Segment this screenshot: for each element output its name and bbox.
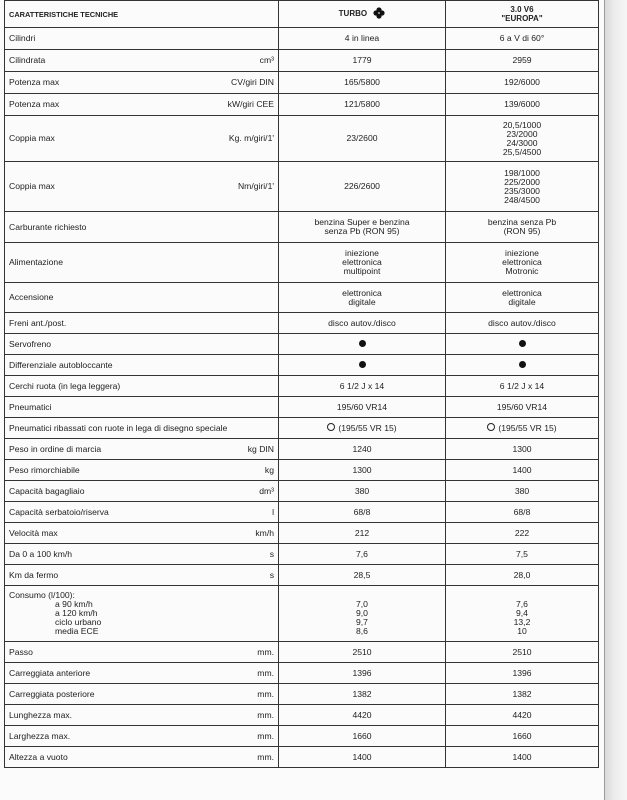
- table-row: [5, 586, 599, 642]
- row-label-cell: [5, 397, 279, 418]
- turbo-value: 1660: [279, 726, 446, 747]
- row-label-cell: [5, 94, 279, 116]
- value-line: 20,5/1000: [502, 119, 542, 130]
- value-line: elettronica: [342, 257, 382, 267]
- value-line: elettronica: [502, 257, 542, 267]
- row-label: Capacità bagagliaio: [9, 485, 85, 496]
- v6-value: [446, 212, 599, 243]
- turbo-value: 1396: [279, 663, 446, 684]
- row-label-cell: [5, 243, 279, 283]
- row-unit: CV/giri DIN: [231, 77, 274, 87]
- row-unit: mm.: [257, 751, 274, 762]
- row-label-cell: [5, 50, 279, 72]
- value-line: (RON 95): [503, 226, 541, 236]
- spec-table: [4, 0, 599, 768]
- row-unit: Kg. m/giri/1': [228, 133, 274, 143]
- row-label: Potenza max: [9, 99, 60, 109]
- row-label-cell: [5, 663, 279, 684]
- value-line: benzina Super e benzina: [314, 217, 410, 227]
- row-label: Larghezza max.: [9, 730, 71, 741]
- v6-value: 192/6000: [446, 72, 599, 94]
- row-label-cell: [5, 418, 279, 439]
- turbo-value: 1400: [279, 747, 446, 768]
- turbo-value: [279, 283, 446, 313]
- header-turbo-label: TURBO: [338, 9, 368, 19]
- row-label: Potenza max: [9, 77, 60, 87]
- row-label-cell: [5, 162, 279, 212]
- table-row: [5, 481, 599, 502]
- table-row: [5, 544, 599, 565]
- header-title: CARATTERISTICHE TECNICHE: [5, 1, 279, 28]
- row-label-cell: [5, 705, 279, 726]
- row-label: Lunghezza max.: [9, 709, 73, 720]
- table-row: [5, 28, 599, 50]
- value-line: digitale: [508, 296, 536, 307]
- value-line: 9,0: [356, 608, 368, 618]
- row-label-cell: [5, 283, 279, 313]
- table-row: [5, 162, 599, 212]
- value-line: 248/4500: [504, 194, 540, 205]
- row-label: Consumo (l/100):: [9, 590, 75, 600]
- table-row: [5, 397, 599, 418]
- row-label: Cilindrata: [9, 55, 46, 65]
- optional-value: (195/55 VR 15): [338, 422, 397, 433]
- v6-value: 2959: [446, 50, 599, 72]
- turbo-value: 1240: [279, 439, 446, 460]
- row-unit: dm³: [259, 485, 274, 496]
- row-unit: kg: [264, 464, 274, 475]
- value-line: 198/1000: [504, 167, 540, 178]
- table-row: [5, 313, 599, 334]
- v6-value: 6 1/2 J x 14: [446, 376, 599, 397]
- table-row: [5, 642, 599, 663]
- turbo-value: 4 in linea: [279, 28, 446, 50]
- value-line: benzina senza Pb: [487, 217, 557, 227]
- standard-bullet-icon: [519, 361, 526, 368]
- turbo-value: [279, 212, 446, 243]
- v6-value: 139/6000: [446, 94, 599, 116]
- row-label-cell: [5, 481, 279, 502]
- row-label: Da 0 a 100 km/h: [9, 548, 73, 559]
- sub-label: media ECE: [55, 626, 99, 636]
- row-label: Km da fermo: [9, 569, 59, 580]
- table-row: [5, 72, 599, 94]
- value-line: 225/2000: [504, 176, 540, 187]
- row-unit: l: [272, 506, 274, 517]
- v6-value: 1400: [446, 460, 599, 481]
- sub-label: a 120 km/h: [55, 608, 98, 618]
- value-line: 9,4: [516, 608, 528, 618]
- row-label-cell: [5, 460, 279, 481]
- v6-value: [446, 243, 599, 283]
- row-label-cell: [5, 565, 279, 586]
- table-row: [5, 502, 599, 523]
- row-label-cell: [5, 586, 279, 642]
- value-line: 9,7: [356, 617, 368, 627]
- turbo-value: [279, 355, 446, 376]
- sub-label: ciclo urbano: [55, 617, 102, 627]
- value-line: iniezione: [505, 248, 539, 258]
- value-line: iniezione: [345, 248, 379, 258]
- row-unit: mm.: [257, 730, 274, 741]
- row-label: Cilindri: [9, 33, 36, 43]
- standard-bullet-icon: [359, 361, 366, 368]
- header-turbo: [279, 1, 446, 28]
- row-label: Pneumatici: [9, 401, 52, 412]
- value-line: 24/3000: [506, 137, 538, 148]
- turbo-value: 4420: [279, 705, 446, 726]
- row-label-cell: [5, 212, 279, 243]
- value-line: 7,0: [356, 599, 368, 609]
- v6-value: 222: [446, 523, 599, 544]
- row-label-cell: [5, 376, 279, 397]
- table-row: [5, 376, 599, 397]
- table-row: [5, 747, 599, 768]
- table-row: [5, 460, 599, 481]
- row-label-cell: [5, 355, 279, 376]
- cloverleaf-icon: [373, 7, 385, 19]
- table-row: [5, 705, 599, 726]
- value-line: 23/2000: [506, 128, 538, 139]
- turbo-value: [279, 243, 446, 283]
- row-label: Velocità max: [9, 527, 58, 538]
- row-label-cell: [5, 334, 279, 355]
- row-label: Servofreno: [9, 338, 52, 349]
- v6-value: disco autov./disco: [446, 313, 599, 334]
- value-line: senza Pb (RON 95): [324, 226, 400, 236]
- row-label-cell: [5, 502, 279, 523]
- turbo-value: [279, 418, 446, 439]
- row-label: Carreggiata anteriore: [9, 667, 91, 678]
- row-unit: kW/giri CEE: [227, 99, 274, 109]
- row-unit: mm.: [257, 709, 274, 720]
- turbo-value: 1300: [279, 460, 446, 481]
- table-row: [5, 116, 599, 162]
- row-label-cell: [5, 523, 279, 544]
- row-unit: mm.: [257, 646, 274, 657]
- row-label: Capacità serbatoio/riserva: [9, 506, 109, 517]
- row-label-cell: [5, 313, 279, 334]
- v6-value: [446, 116, 599, 162]
- turbo-value: 7,6: [279, 544, 446, 565]
- table-row: [5, 439, 599, 460]
- turbo-value: [279, 586, 446, 642]
- turbo-value: 2510: [279, 642, 446, 663]
- row-label: Pneumatici ribassati con ruote in lega di disegno speciale: [9, 422, 228, 433]
- v6-value: 7,5: [446, 544, 599, 565]
- turbo-value: 226/2600: [279, 162, 446, 212]
- row-unit: mm.: [257, 688, 274, 699]
- page-edge: [604, 0, 627, 800]
- v6-value: 4420: [446, 705, 599, 726]
- value-line: Motronic: [505, 266, 539, 276]
- turbo-value: 6 1/2 J x 14: [279, 376, 446, 397]
- value-line: 235/3000: [504, 185, 540, 196]
- row-label-cell: [5, 642, 279, 663]
- table-row: [5, 418, 599, 439]
- value-line: elettronica: [342, 287, 382, 298]
- row-label: Alimentazione: [9, 257, 63, 267]
- row-label-cell: [5, 116, 279, 162]
- row-unit: kg DIN: [247, 443, 274, 454]
- row-label: Coppia max: [9, 133, 55, 143]
- row-label-cell: [5, 747, 279, 768]
- turbo-value: 1779: [279, 50, 446, 72]
- row-label-cell: [5, 72, 279, 94]
- v6-value: 1396: [446, 663, 599, 684]
- row-label-cell: [5, 439, 279, 460]
- table-row: [5, 243, 599, 283]
- row-label: Coppia max: [9, 181, 55, 191]
- turbo-value: disco autov./disco: [279, 313, 446, 334]
- table-row: [5, 565, 599, 586]
- header-v6-line2: "EUROPA": [501, 14, 543, 23]
- table-row: [5, 50, 599, 72]
- turbo-value: [279, 334, 446, 355]
- value-line: multipoint: [343, 266, 381, 276]
- header-row: [5, 1, 599, 28]
- row-label: Peso in ordine di marcia: [9, 443, 102, 454]
- row-unit: s: [269, 569, 274, 580]
- optional-circle-icon: [487, 423, 495, 431]
- row-unit: Nm/giri/1': [237, 181, 274, 191]
- v6-value: 28,0: [446, 565, 599, 586]
- v6-value: 195/60 VR14: [446, 397, 599, 418]
- table-row: [5, 334, 599, 355]
- row-label: Passo: [9, 646, 33, 657]
- row-label-cell: [5, 28, 279, 50]
- v6-value: [446, 355, 599, 376]
- table-row: [5, 663, 599, 684]
- value-line: 8,6: [356, 626, 368, 636]
- v6-value: [446, 586, 599, 642]
- turbo-value: 68/8: [279, 502, 446, 523]
- v6-value: 1660: [446, 726, 599, 747]
- row-unit: s: [269, 548, 274, 559]
- v6-value: [446, 162, 599, 212]
- table-row: [5, 283, 599, 313]
- table-row: [5, 523, 599, 544]
- row-unit: mm.: [257, 667, 274, 678]
- row-label: Carreggiata posteriore: [9, 688, 95, 699]
- header-v6: [446, 1, 599, 28]
- row-label-cell: [5, 726, 279, 747]
- row-label: Cerchi ruota (in lega leggera): [9, 380, 121, 391]
- turbo-value: 380: [279, 481, 446, 502]
- row-label-cell: [5, 684, 279, 705]
- value-line: 10: [517, 626, 527, 636]
- v6-value: 2510: [446, 642, 599, 663]
- turbo-value: 121/5800: [279, 94, 446, 116]
- turbo-value: 28,5: [279, 565, 446, 586]
- optional-circle-icon: [327, 423, 335, 431]
- table-row: [5, 726, 599, 747]
- table-row: [5, 355, 599, 376]
- v6-value: 1400: [446, 747, 599, 768]
- v6-value: [446, 418, 599, 439]
- v6-value: 380: [446, 481, 599, 502]
- value-line: digitale: [348, 296, 376, 307]
- value-line: elettronica: [502, 287, 542, 298]
- value-line: 13,2: [513, 617, 531, 627]
- table-row: [5, 94, 599, 116]
- row-label: Peso rimorchiabile: [9, 464, 80, 475]
- row-unit: cm³: [259, 55, 274, 65]
- turbo-value: 23/2600: [279, 116, 446, 162]
- v6-value: 6 a V di 60°: [446, 28, 599, 50]
- turbo-value: 195/60 VR14: [279, 397, 446, 418]
- row-unit: km/h: [255, 527, 274, 538]
- table-row: [5, 684, 599, 705]
- value-line: 7,6: [516, 599, 528, 609]
- turbo-value: 165/5800: [279, 72, 446, 94]
- row-label: Carburante richiesto: [9, 221, 87, 232]
- sub-label: a 90 km/h: [55, 599, 93, 609]
- header-v6-line1: 3.0 V6: [510, 5, 534, 14]
- row-label: Altezza a vuoto: [9, 751, 68, 762]
- row-label: Freni ant./post.: [9, 317, 67, 328]
- value-line: 25,5/4500: [502, 146, 542, 157]
- standard-bullet-icon: [359, 340, 366, 347]
- row-label: Accensione: [9, 292, 54, 302]
- optional-value: (195/55 VR 15): [498, 422, 557, 433]
- v6-value: 68/8: [446, 502, 599, 523]
- standard-bullet-icon: [519, 340, 526, 347]
- row-label-cell: [5, 544, 279, 565]
- turbo-value: 1382: [279, 684, 446, 705]
- table-row: [5, 212, 599, 243]
- v6-value: 1300: [446, 439, 599, 460]
- v6-value: [446, 283, 599, 313]
- row-label: Differenziale autobloccante: [9, 359, 113, 370]
- turbo-value: 212: [279, 523, 446, 544]
- v6-value: 1382: [446, 684, 599, 705]
- v6-value: [446, 334, 599, 355]
